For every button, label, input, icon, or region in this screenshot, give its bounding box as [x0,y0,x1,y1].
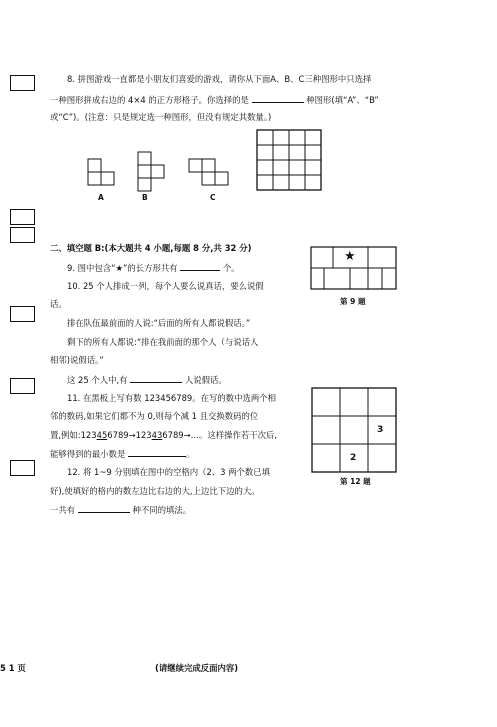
q12-line1: 12. 将 1~9 分别填在图中的空格内（2、3 两个数已填 [67,467,271,477]
q10-line4: 剩下的所有人都说:“排在我前面的那个人（与说话人 [67,337,259,347]
footer-note: (请继续完成反面内容) [155,663,239,673]
q12-answer-blank[interactable] [78,504,130,513]
q10-line2: 话。 [50,299,67,309]
section2-title: 二、填空题 B:(本大题共 4 小题,每题 8 分,共 32 分) [50,243,252,253]
shape-b-label: B [142,193,148,202]
q12-cell-3: 3 [377,425,384,435]
page-number: 5 1 页 [0,663,26,673]
q9-text-end: 个。 [222,263,240,273]
shape-c [189,159,228,185]
q9-answer-blank[interactable] [180,262,220,271]
q11-line4 [50,448,194,460]
q12-caption: 第 12 题 [340,477,371,486]
q11-line4-start: 能够得到的最小数是 [50,449,126,459]
q10-line6 [67,374,227,386]
q11-line3-mid: 6789→123 [107,430,152,440]
shape-a-label: A [98,193,104,202]
q9-caption: 第 9 题 [340,297,366,306]
star-icon: ★ [344,249,356,264]
q11-line3-post: 6789→…。这样操作若干次后, [162,430,278,440]
q8-line2-end: 种图形(填“A”、“B” [306,95,379,105]
q10-line6-start: 这 25 个人中,有 [67,375,128,385]
q11-underlined-2: 43 [151,430,163,440]
q11-line3 [50,430,277,441]
shape-a [88,159,114,185]
q10-line6-end: 人说假话。 [184,375,227,385]
q10-line1: 10. 25 个人排成一列，每个人要么说真话，要么说假 [67,281,264,291]
q11-line2: 邻的数码,如果它们都不为 0,则每个减 1 且交换数码的位 [50,411,259,421]
q10-line5: 相邻)说假话。” [50,355,104,365]
q10-answer-blank[interactable] [130,374,182,383]
q11-line1: 11. 在黑板上写有数 123456789。在写的数中选两个相 [67,393,276,403]
q11-answer-blank[interactable] [128,448,186,457]
q12-line3-start: 一共有 [50,505,76,515]
shape-b [138,152,164,191]
q12-line2: 好),使填好的格内的数左边比右边的大,上边比下边的大。 [50,486,260,496]
q11-underlined-1: 45 [96,430,108,440]
q8-line2-start: 一种图形拼成右边的 4×4 的正方形格子。你选择的是 [50,95,249,105]
grid-4x4 [257,130,321,190]
q9-text-start: 9. 图中包含“★”的长方形共有 [67,263,178,273]
q10-line3: 排在队伍最前面的人说:“后面的所有人都说假话。” [67,318,251,328]
q8-line1: 8. 拼图游戏一直都是小朋友们喜爱的游戏，请你从下面A、B、C三种图形中只选择 [67,74,372,84]
q8-line3: 或“C”)。(注意：只是规定选一种图形，但没有规定其数量。) [50,112,272,122]
q11-line3-pre: 置,例如:123 [50,430,97,440]
q12-line3 [50,504,191,516]
q11-line4-end: 。 [186,449,195,459]
q12-cell-2: 2 [350,453,357,463]
q9-text [67,262,240,274]
shape-c-label: C [210,193,216,202]
q12-line3-end: 种不同的填法。 [132,505,192,515]
